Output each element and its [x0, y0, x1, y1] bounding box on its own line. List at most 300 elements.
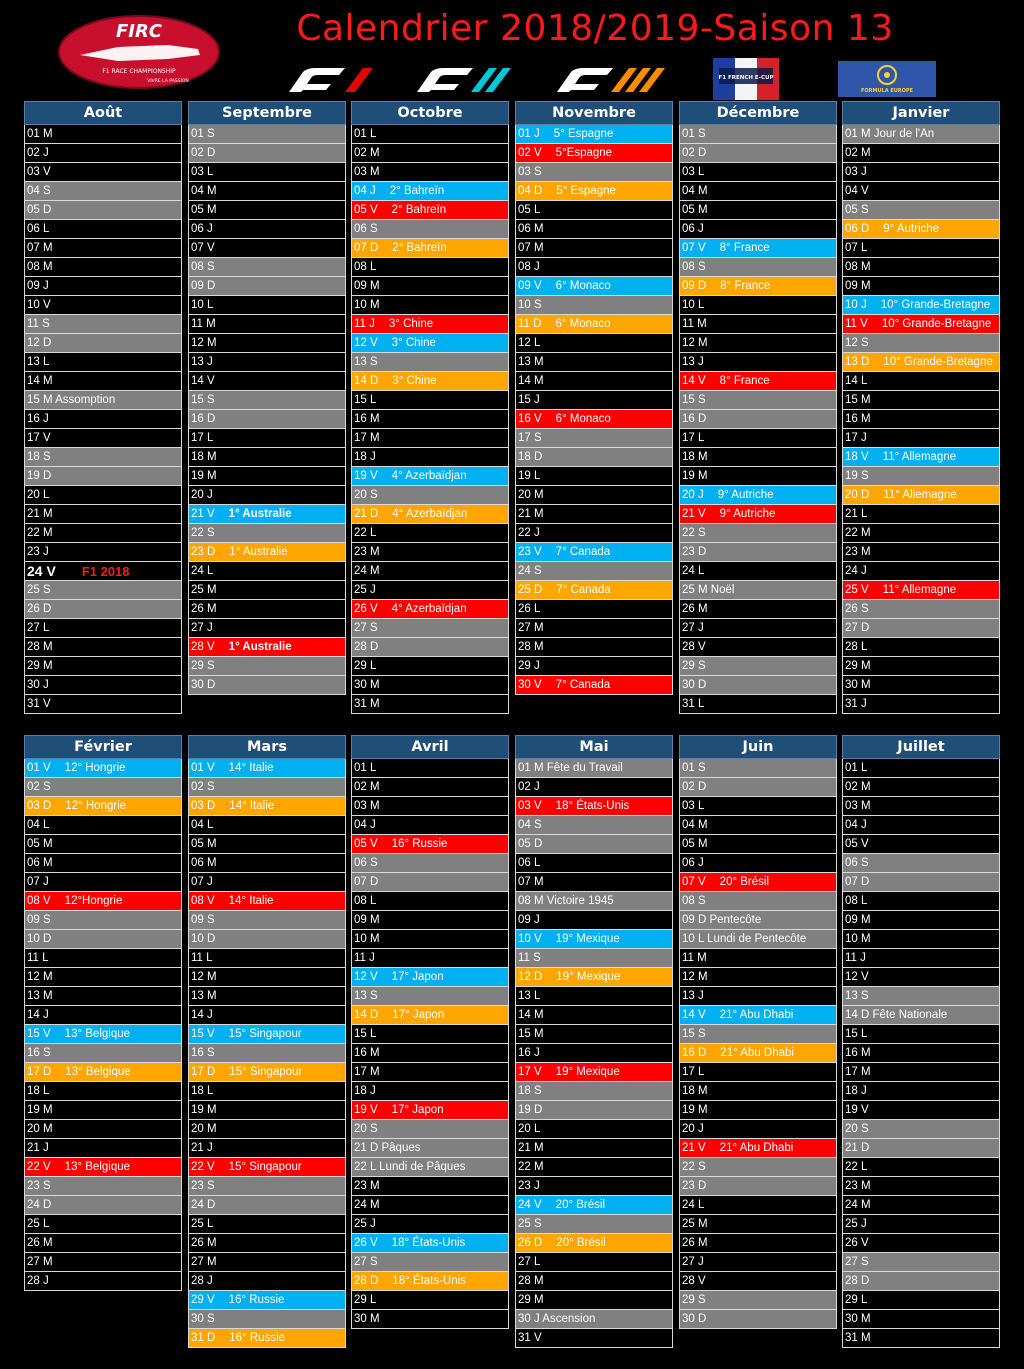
day-row — [842, 1082, 1000, 1101]
day-row — [515, 467, 673, 486]
day-row — [351, 429, 509, 448]
day-row — [842, 854, 1000, 873]
day-row — [351, 835, 509, 854]
day-row — [188, 448, 346, 467]
day-label: 03 S — [518, 166, 542, 178]
day-label: 07 D — [845, 876, 870, 888]
firc-logo-text: FIRC — [115, 21, 163, 42]
day-row — [515, 505, 673, 524]
day-label: 30 M — [354, 679, 380, 691]
day-label: 05 S — [845, 204, 869, 216]
event-label: 18° États-Unis — [391, 1237, 466, 1249]
day-row — [842, 873, 1000, 892]
day-row — [351, 334, 509, 353]
day-row — [679, 968, 837, 987]
day-row — [842, 448, 1000, 467]
day-row — [842, 949, 1000, 968]
day-label: 04 J — [354, 819, 376, 831]
day-row — [515, 835, 673, 854]
day-label: 27 J — [682, 1256, 704, 1268]
day-label: 18 M — [682, 451, 708, 463]
day-label: 26 M — [191, 603, 217, 615]
day-row — [24, 334, 182, 353]
event-label: 18° États-Unis — [555, 800, 630, 812]
day-row — [679, 1253, 837, 1272]
day-row — [188, 524, 346, 543]
day-row — [842, 391, 1000, 410]
day-row — [842, 562, 1000, 581]
day-row — [515, 239, 673, 258]
day-label: 07 V — [682, 876, 706, 888]
day-label: 08 V — [191, 895, 215, 907]
day-label: 04 D — [518, 185, 543, 197]
day-row — [24, 410, 182, 429]
day-label: 11 L — [191, 952, 213, 964]
month-header: Avril — [351, 735, 509, 759]
day-label: 03 J — [845, 166, 867, 178]
day-row — [842, 201, 1000, 220]
day-row — [188, 467, 346, 486]
day-row — [24, 930, 182, 949]
day-row — [351, 1044, 509, 1063]
day-label: 13 J — [682, 990, 704, 1002]
day-label: 24 M — [845, 1199, 871, 1211]
day-row — [24, 797, 182, 816]
day-row — [679, 1177, 837, 1196]
firc-logo — [58, 15, 220, 89]
day-row — [188, 892, 346, 911]
day-row — [188, 1196, 346, 1215]
day-row — [24, 201, 182, 220]
day-label: 01 S — [682, 762, 706, 774]
day-row — [679, 296, 837, 315]
event-label: 13° Belgique — [64, 1028, 131, 1040]
day-label: 20 L — [27, 489, 50, 501]
day-label: 24 L — [682, 565, 705, 577]
day-label: 14 M — [518, 1009, 544, 1021]
day-row — [842, 600, 1000, 619]
day-label: 02 V — [518, 147, 542, 159]
day-row — [679, 220, 837, 239]
day-label: 15 L — [354, 394, 377, 406]
french-ecup-logo — [713, 58, 779, 100]
day-row — [679, 1006, 837, 1025]
day-row — [842, 816, 1000, 835]
day-row — [351, 296, 509, 315]
day-label: 03 L — [191, 166, 214, 178]
month-column — [842, 735, 1000, 1348]
day-label: 24 D — [191, 1199, 216, 1211]
day-row — [515, 600, 673, 619]
day-row — [842, 1120, 1000, 1139]
day-row — [24, 448, 182, 467]
month-column — [351, 101, 509, 714]
day-label: 25 M — [191, 584, 217, 596]
day-label: 11 J — [354, 952, 375, 964]
day-row — [351, 1310, 509, 1329]
day-label: 10 L — [191, 299, 214, 311]
day-row — [351, 1006, 509, 1025]
day-label: 19 M — [191, 1104, 217, 1116]
day-row — [679, 1158, 837, 1177]
day-label: 07 M — [518, 876, 544, 888]
day-row — [515, 163, 673, 182]
day-label: 03 M — [354, 166, 380, 178]
month-header: Novembre — [515, 101, 673, 125]
day-row — [679, 277, 837, 296]
day-label: 05 L — [518, 204, 541, 216]
firc-logo-subtitle: F1 RACE CHAMPIONSHIP — [102, 68, 176, 75]
day-label: 22 L Lundi de Pâques — [354, 1161, 466, 1173]
day-label: 01 M — [27, 128, 53, 140]
day-label: 08 L — [354, 261, 377, 273]
day-label: 09 M — [845, 280, 871, 292]
day-label: 08 M — [845, 261, 871, 273]
day-row — [842, 1063, 1000, 1082]
day-row — [679, 1082, 837, 1101]
day-row — [515, 1272, 673, 1291]
day-label: 17 D — [191, 1066, 216, 1078]
event-label: 11° Allemagne — [882, 584, 957, 596]
day-label: 28 D — [845, 1275, 870, 1287]
day-row — [515, 778, 673, 797]
day-label: 02 J — [27, 147, 49, 159]
day-row — [515, 930, 673, 949]
day-row — [188, 220, 346, 239]
event-label: 5° Espagne — [556, 185, 616, 197]
day-row — [351, 125, 509, 144]
day-label: 04 S — [518, 819, 542, 831]
day-label: 23 V — [518, 546, 542, 558]
event-label: 17° Japon — [391, 1104, 444, 1116]
day-row — [679, 816, 837, 835]
day-row — [679, 1120, 837, 1139]
day-label: 06 J — [191, 223, 213, 235]
day-row — [842, 315, 1000, 334]
day-label: 30 J — [27, 679, 49, 691]
day-row — [24, 778, 182, 797]
day-label: 09 M — [845, 914, 871, 926]
day-label: 20 J — [682, 489, 704, 501]
day-label: 11 L — [27, 952, 49, 964]
day-row — [515, 1329, 673, 1348]
day-label: 20 M — [191, 1123, 217, 1135]
day-label: 24 M — [354, 565, 380, 577]
event-label: 7° Canada — [555, 679, 611, 691]
day-row — [24, 220, 182, 239]
day-label: 27 J — [682, 622, 704, 634]
day-row — [188, 486, 346, 505]
day-label: 24 L — [191, 565, 214, 577]
day-label: 22 V — [191, 1161, 215, 1173]
event-label: 1° Australie — [228, 508, 292, 520]
day-label: 19 S — [845, 470, 869, 482]
day-label: 09 S — [191, 914, 215, 926]
day-label: 18 M — [682, 1085, 708, 1097]
day-label: 10 V — [518, 933, 542, 945]
day-label: 14 V — [682, 1009, 706, 1021]
day-row — [188, 1310, 346, 1329]
day-row — [679, 657, 837, 676]
day-label: 07 L — [845, 242, 868, 254]
day-label: 08 L — [845, 895, 868, 907]
day-row — [515, 1044, 673, 1063]
day-label: 27 J — [191, 622, 213, 634]
day-row — [24, 391, 182, 410]
day-label: 23 J — [27, 546, 49, 558]
day-row — [188, 797, 346, 816]
day-row — [188, 1063, 346, 1082]
day-label: 09 J — [518, 914, 540, 926]
day-label: 22 M — [845, 527, 871, 539]
event-label: 3° Chine — [392, 375, 437, 387]
day-row — [842, 1196, 1000, 1215]
day-label: 16 J — [27, 413, 49, 425]
day-row — [24, 1272, 182, 1291]
day-label: 14 M — [27, 375, 53, 387]
day-label: 25 S — [518, 1218, 542, 1230]
day-row — [679, 1101, 837, 1120]
day-row — [842, 1139, 1000, 1158]
day-row — [515, 144, 673, 163]
day-label: 29 S — [682, 660, 706, 672]
day-row — [24, 1025, 182, 1044]
day-row — [679, 759, 837, 778]
day-row — [679, 1215, 837, 1234]
day-row — [842, 1310, 1000, 1329]
day-row — [351, 315, 509, 334]
day-label: 26 M — [27, 1237, 53, 1249]
day-row — [188, 1120, 346, 1139]
day-label: 16 D — [191, 413, 216, 425]
day-row — [351, 638, 509, 657]
day-row — [188, 182, 346, 201]
day-row — [351, 182, 509, 201]
day-row — [24, 562, 182, 581]
day-label: 29 S — [191, 660, 215, 672]
day-label: 11 S — [518, 952, 541, 964]
day-label: 13 S — [845, 990, 869, 1002]
day-row — [842, 892, 1000, 911]
day-row — [515, 1101, 673, 1120]
day-row — [24, 486, 182, 505]
day-label: 29 M — [27, 660, 53, 672]
day-row — [351, 873, 509, 892]
day-row — [351, 949, 509, 968]
day-row — [351, 797, 509, 816]
day-row — [351, 1063, 509, 1082]
day-label: 20 S — [845, 1123, 869, 1135]
month-header: Mai — [515, 735, 673, 759]
day-row — [842, 1291, 1000, 1310]
day-label: 16 D — [682, 413, 707, 425]
day-row — [351, 778, 509, 797]
day-row — [24, 1101, 182, 1120]
day-row — [842, 258, 1000, 277]
day-label: 03 D — [191, 800, 216, 812]
day-label: 06 L — [518, 857, 541, 869]
day-label: 16 S — [191, 1047, 215, 1059]
day-label: 16 V — [518, 413, 542, 425]
day-label: 22 L — [845, 1161, 868, 1173]
day-label: 13 M — [518, 356, 544, 368]
day-label: 01 L — [354, 128, 377, 140]
day-label: 20 S — [354, 1123, 378, 1135]
day-label: 27 M — [518, 622, 544, 634]
day-label: 18 D — [518, 451, 543, 463]
day-label: 02 S — [27, 781, 51, 793]
day-row — [842, 220, 1000, 239]
day-label: 18 M — [191, 451, 217, 463]
day-label: 20 D — [845, 489, 870, 501]
day-row — [188, 1234, 346, 1253]
day-label: 23 M — [354, 546, 380, 558]
day-label: 26 M — [191, 1237, 217, 1249]
event-label: 19° Mexique — [555, 1066, 620, 1078]
day-label: 17 J — [845, 432, 867, 444]
day-label: 31 V — [518, 1332, 542, 1344]
event-label: 16° Russie — [229, 1332, 286, 1344]
day-row — [24, 467, 182, 486]
feurope-logo-text: FORMULA EUROPE — [860, 88, 914, 94]
day-row — [188, 619, 346, 638]
day-row — [679, 695, 837, 714]
day-label: 28 M — [518, 1275, 544, 1287]
day-row — [188, 429, 346, 448]
day-label: 03 M — [845, 800, 871, 812]
day-row — [679, 600, 837, 619]
day-row — [842, 429, 1000, 448]
day-label: 14 D — [354, 1009, 379, 1021]
event-label: 8° France — [719, 375, 770, 387]
day-label: 15 L — [354, 1028, 377, 1040]
month-column — [188, 101, 346, 695]
day-row — [351, 1215, 509, 1234]
day-row — [24, 1177, 182, 1196]
day-row — [24, 911, 182, 930]
day-label: 25 L — [27, 1218, 50, 1230]
day-label: 31 L — [682, 698, 705, 710]
day-label: 18 L — [191, 1085, 214, 1097]
day-label: 22 M — [518, 1161, 544, 1173]
day-row — [351, 1082, 509, 1101]
day-label: 13 J — [191, 356, 213, 368]
day-label: 05 M — [191, 838, 217, 850]
day-row — [351, 1158, 509, 1177]
day-row — [188, 949, 346, 968]
day-label: 15 M Assomption — [27, 394, 116, 406]
day-label: 19 V — [354, 1104, 378, 1116]
day-label: 31 V — [27, 698, 51, 710]
day-label: 09 M — [354, 914, 380, 926]
day-label: 30 J Ascension — [518, 1313, 596, 1325]
day-label: 11 M — [191, 318, 216, 330]
day-row — [515, 220, 673, 239]
day-row — [515, 1139, 673, 1158]
day-row — [842, 759, 1000, 778]
day-label: 10 D — [191, 933, 216, 945]
day-row — [515, 1177, 673, 1196]
day-label: 19 L — [518, 470, 541, 482]
day-row — [679, 854, 837, 873]
event-label: 2° Bahreïn — [391, 204, 447, 216]
day-row — [188, 1025, 346, 1044]
day-row — [188, 1215, 346, 1234]
day-label: 27 S — [354, 1256, 378, 1268]
day-row — [351, 239, 509, 258]
day-label: 30 M — [845, 1313, 871, 1325]
day-label: 01 L — [354, 762, 377, 774]
day-row — [515, 619, 673, 638]
day-row — [188, 163, 346, 182]
day-row — [24, 277, 182, 296]
day-row — [188, 334, 346, 353]
month-header: Juin — [679, 735, 837, 759]
day-row — [679, 239, 837, 258]
day-row — [24, 296, 182, 315]
day-row — [351, 258, 509, 277]
day-label: 28 V — [191, 641, 215, 653]
day-row — [188, 1329, 346, 1348]
day-row — [24, 600, 182, 619]
day-label: 01 V — [27, 762, 51, 774]
day-label: 25 S — [27, 584, 51, 596]
day-row — [24, 505, 182, 524]
day-row — [24, 638, 182, 657]
day-label: 29 J — [518, 660, 540, 672]
day-row — [679, 638, 837, 657]
day-label: 13 S — [354, 990, 378, 1002]
day-label: 08 S — [191, 261, 215, 273]
day-row — [351, 467, 509, 486]
day-row — [515, 524, 673, 543]
day-row — [188, 562, 346, 581]
event-label: 8° France — [719, 242, 770, 254]
day-row — [24, 619, 182, 638]
day-row — [351, 987, 509, 1006]
day-label: 26 M — [682, 603, 708, 615]
event-label: 1° Australie — [229, 546, 288, 558]
day-row — [24, 873, 182, 892]
day-row — [188, 638, 346, 657]
day-row — [679, 1025, 837, 1044]
day-row — [188, 581, 346, 600]
day-row — [842, 144, 1000, 163]
day-label: 09 D Pentecôte — [682, 914, 762, 926]
day-label: 25 M Noël — [682, 584, 735, 596]
month-header: Décembre — [679, 101, 837, 125]
day-label: 13 J — [682, 356, 704, 368]
day-label: 24 D — [27, 1199, 52, 1211]
day-row — [351, 448, 509, 467]
day-row — [679, 1310, 837, 1329]
day-label: 25 M — [682, 1218, 708, 1230]
day-label: 08 M — [27, 261, 53, 273]
day-row — [351, 1234, 509, 1253]
day-row — [24, 258, 182, 277]
day-row — [188, 1006, 346, 1025]
day-label: 15 L — [845, 1028, 868, 1040]
day-row — [24, 949, 182, 968]
day-label: 05 V — [354, 838, 378, 850]
day-row — [351, 1291, 509, 1310]
day-row — [515, 410, 673, 429]
event-label: 15° Singapour — [228, 1161, 302, 1173]
day-label: 25 J — [845, 1218, 867, 1230]
day-row — [515, 543, 673, 562]
day-row — [351, 410, 509, 429]
day-label: 07 J — [27, 876, 49, 888]
